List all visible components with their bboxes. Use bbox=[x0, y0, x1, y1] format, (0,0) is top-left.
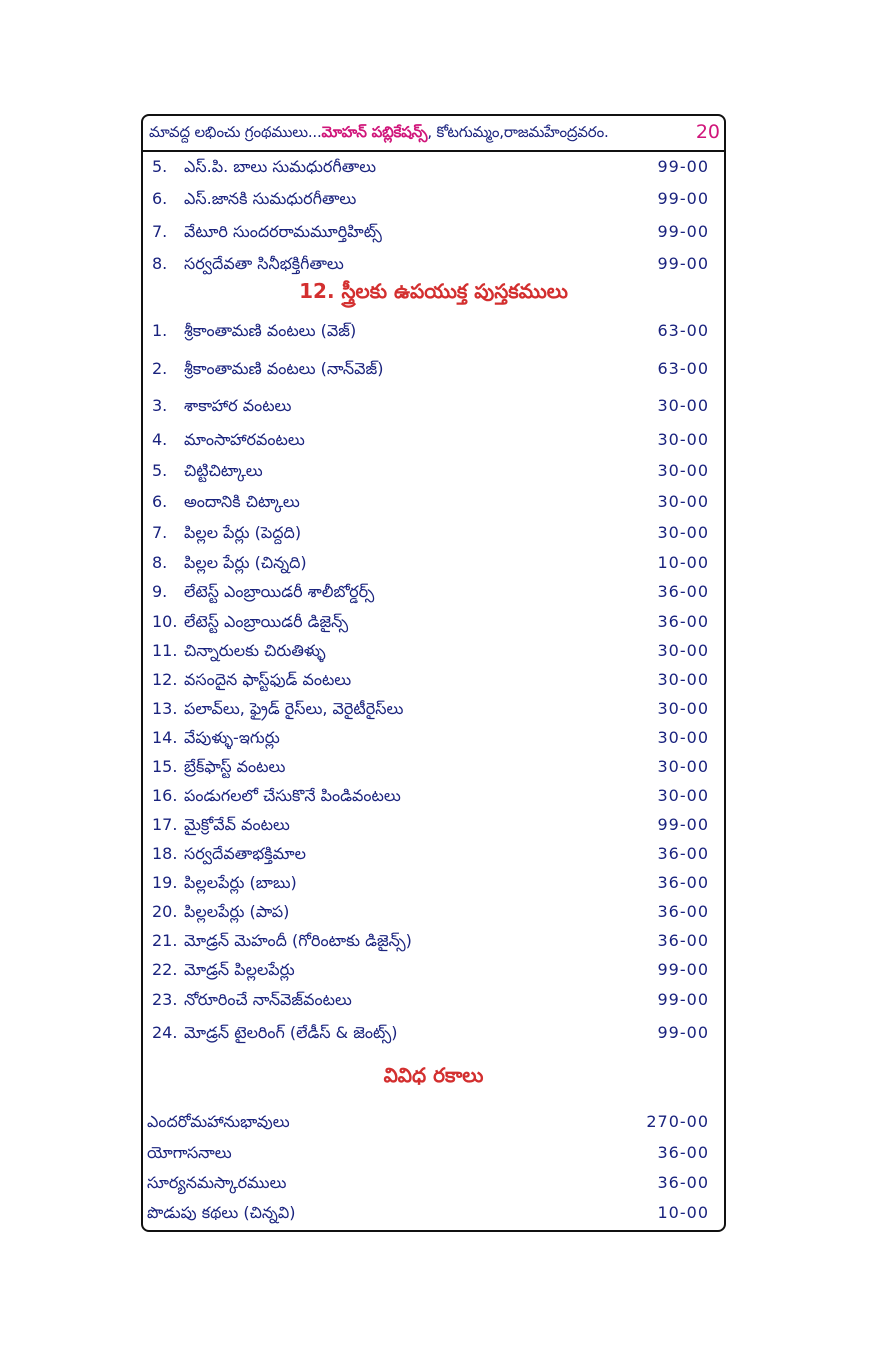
item-number: 18. bbox=[152, 844, 178, 863]
item-price: 99-00 bbox=[657, 157, 709, 176]
book-row bbox=[143, 1201, 724, 1227]
item-price: 30-00 bbox=[657, 523, 709, 542]
book-row bbox=[143, 639, 724, 665]
item-number: 24. bbox=[152, 1023, 178, 1042]
item-number: 22. bbox=[152, 960, 178, 979]
item-price: 30-00 bbox=[657, 641, 709, 660]
item-title: పిల్లలపేర్లు (పాప) bbox=[184, 902, 290, 921]
header-lead: మావద్ద లభించు గ్రంథములు... bbox=[149, 123, 322, 141]
item-number: 12. bbox=[152, 670, 178, 689]
item-title: ఎస్.జానకి సుమధురగీతాలు bbox=[184, 189, 357, 208]
book-row bbox=[143, 459, 724, 485]
item-title: లేటెస్ట్ ఎంబ్రాయిడరీ డిజైన్స్ bbox=[184, 612, 349, 631]
item-price: 63-00 bbox=[657, 321, 709, 340]
book-row bbox=[143, 1171, 724, 1197]
item-title: వసందైన ఫాస్ట్‌ఫుడ్ వంటలు bbox=[184, 670, 352, 689]
book-row bbox=[143, 1141, 724, 1167]
item-price: 10-00 bbox=[657, 1203, 709, 1222]
header-text bbox=[149, 123, 609, 145]
header-publisher: మోహన్ పబ్లికేషన్స్ bbox=[321, 123, 428, 141]
item-price: 99-00 bbox=[657, 222, 709, 241]
book-row bbox=[143, 490, 724, 516]
book-row bbox=[143, 871, 724, 897]
item-price: 36-00 bbox=[657, 931, 709, 950]
item-title: మాంసాహారవంటలు bbox=[184, 430, 305, 449]
item-number: 3. bbox=[152, 396, 168, 415]
item-number: 11. bbox=[152, 641, 178, 660]
catalog-page-frame bbox=[141, 114, 726, 1232]
item-price: 30-00 bbox=[657, 786, 709, 805]
book-row bbox=[143, 697, 724, 723]
item-title: శ్రీకాంతామణి వంటలు (నాన్‌వెజ్) bbox=[184, 359, 384, 378]
item-number: 8. bbox=[152, 553, 168, 572]
book-row bbox=[143, 784, 724, 810]
section-heading-misc: వివిధ రకాలు bbox=[383, 1063, 484, 1087]
item-title: పిల్లల పేర్లు (చిన్నది) bbox=[184, 553, 307, 572]
item-title: ఎందరోమహానుభావులు bbox=[147, 1112, 290, 1131]
item-title: చిన్నారులకు చిరుతిళ్ళు bbox=[184, 641, 326, 660]
item-title: సర్వదేవతా సినీభక్తిగీతాలు bbox=[184, 254, 344, 273]
book-row bbox=[143, 394, 724, 420]
item-price: 30-00 bbox=[657, 670, 709, 689]
item-number: 4. bbox=[152, 430, 168, 449]
item-number: 13. bbox=[152, 699, 178, 718]
item-number: 20. bbox=[152, 902, 178, 921]
item-number: 8. bbox=[152, 254, 168, 273]
item-number: 9. bbox=[152, 582, 168, 601]
item-price: 270-00 bbox=[646, 1112, 709, 1131]
item-price: 36-00 bbox=[657, 1143, 709, 1162]
item-price: 30-00 bbox=[657, 492, 709, 511]
item-number: 19. bbox=[152, 873, 178, 892]
book-row bbox=[143, 813, 724, 839]
item-title: యోగాసనాలు bbox=[147, 1143, 232, 1162]
book-row bbox=[143, 726, 724, 752]
item-number: 16. bbox=[152, 786, 178, 805]
book-row bbox=[143, 155, 724, 181]
item-number: 23. bbox=[152, 990, 178, 1009]
item-title: వేటూరి సుందరరామమూర్తిహిట్స్ bbox=[184, 222, 382, 241]
item-price: 36-00 bbox=[657, 612, 709, 631]
item-title: బ్రేక్‌ఫాస్ట్ వంటలు bbox=[184, 757, 286, 776]
book-row bbox=[143, 1110, 724, 1136]
book-row bbox=[143, 900, 724, 926]
book-row bbox=[143, 521, 724, 547]
item-number: 6. bbox=[152, 189, 168, 208]
item-price: 36-00 bbox=[657, 582, 709, 601]
book-row bbox=[143, 842, 724, 868]
book-row bbox=[143, 187, 724, 213]
page-number: 20 bbox=[695, 121, 720, 143]
item-price: 36-00 bbox=[657, 1173, 709, 1192]
book-row bbox=[143, 252, 724, 278]
item-title: పిల్లలపేర్లు (బాబు) bbox=[184, 873, 297, 892]
item-price: 99-00 bbox=[657, 189, 709, 208]
item-title: నోరూరించే నాన్‌వెజ్‌వంటలు bbox=[184, 990, 352, 1009]
item-number: 5. bbox=[152, 461, 168, 480]
item-price: 36-00 bbox=[657, 902, 709, 921]
item-title: చిట్టిచిట్కాలు bbox=[184, 461, 263, 480]
item-title: మైక్రోవేవ్ వంటలు bbox=[184, 815, 290, 834]
item-number: 7. bbox=[152, 523, 168, 542]
section-heading-women: 12. స్త్రీలకు ఉపయుక్త పుస్తకములు bbox=[299, 279, 568, 303]
item-price: 99-00 bbox=[657, 1023, 709, 1042]
item-number: 14. bbox=[152, 728, 178, 747]
item-price: 99-00 bbox=[657, 990, 709, 1009]
catalog-header bbox=[143, 116, 724, 152]
book-row bbox=[143, 755, 724, 781]
item-price: 99-00 bbox=[657, 254, 709, 273]
item-price: 30-00 bbox=[657, 728, 709, 747]
book-row bbox=[143, 580, 724, 606]
item-title: పండుగలలో చేసుకొనే పిండివంటలు bbox=[184, 786, 401, 805]
item-number: 10. bbox=[152, 612, 178, 631]
book-row bbox=[143, 428, 724, 454]
book-row bbox=[143, 1021, 724, 1047]
item-number: 6. bbox=[152, 492, 168, 511]
item-title: మోడ్రన్ మెహందీ (గోరింటాకు డిజైన్స్) bbox=[184, 931, 412, 950]
item-title: అందానికి చిట్కాలు bbox=[184, 492, 300, 511]
item-price: 30-00 bbox=[657, 699, 709, 718]
item-price: 30-00 bbox=[657, 396, 709, 415]
item-price: 99-00 bbox=[657, 960, 709, 979]
item-title: పొడుపు కథలు (చిన్నవి) bbox=[147, 1203, 296, 1222]
item-price: 10-00 bbox=[657, 553, 709, 572]
item-title: శాకాహార వంటలు bbox=[184, 396, 292, 415]
item-price: 36-00 bbox=[657, 873, 709, 892]
book-row bbox=[143, 319, 724, 345]
book-row bbox=[143, 357, 724, 383]
item-title: శ్రీకాంతామణి వంటలు (వెజ్) bbox=[184, 321, 357, 340]
item-price: 99-00 bbox=[657, 815, 709, 834]
header-place: , కోటగుమ్మం,రాజమహేంద్రవరం. bbox=[427, 123, 609, 141]
book-row bbox=[143, 551, 724, 577]
item-title: మోడ్రన్ టైలరింగ్ (లేడీస్ & జెంట్స్) bbox=[184, 1023, 398, 1042]
item-number: 21. bbox=[152, 931, 178, 950]
item-price: 63-00 bbox=[657, 359, 709, 378]
book-row bbox=[143, 668, 724, 694]
item-price: 30-00 bbox=[657, 757, 709, 776]
item-title: పిల్లల పేర్లు (పెద్దది) bbox=[184, 523, 302, 542]
item-price: 36-00 bbox=[657, 844, 709, 863]
book-row bbox=[143, 610, 724, 636]
book-row bbox=[143, 929, 724, 955]
item-title: సూర్యనమస్కారములు bbox=[147, 1173, 287, 1192]
book-row bbox=[143, 220, 724, 246]
item-price: 30-00 bbox=[657, 430, 709, 449]
item-title: మోడ్రన్ పిల్లలపేర్లు bbox=[184, 960, 295, 979]
item-price: 30-00 bbox=[657, 461, 709, 480]
item-number: 7. bbox=[152, 222, 168, 241]
item-number: 5. bbox=[152, 157, 168, 176]
item-number: 15. bbox=[152, 757, 178, 776]
item-title: సర్వదేవతాభక్తిమాల bbox=[184, 844, 306, 863]
item-number: 2. bbox=[152, 359, 168, 378]
item-number: 1. bbox=[152, 321, 168, 340]
item-number: 17. bbox=[152, 815, 178, 834]
item-title: ఎస్.పి. బాలు సుమధురగీతాలు bbox=[184, 157, 377, 176]
book-row bbox=[143, 988, 724, 1014]
item-title: లేటెస్ట్ ఎంబ్రాయిడరీ శాలీబోర్డర్స్ bbox=[184, 582, 375, 601]
book-row bbox=[143, 958, 724, 984]
item-title: వేపుళ్ళు-ఇగుర్లు bbox=[184, 728, 280, 747]
item-title: పలావ్‌లు, ఫ్రైడ్ రైస్‌లు, వెరైటీరైస్‌లు bbox=[184, 699, 404, 718]
